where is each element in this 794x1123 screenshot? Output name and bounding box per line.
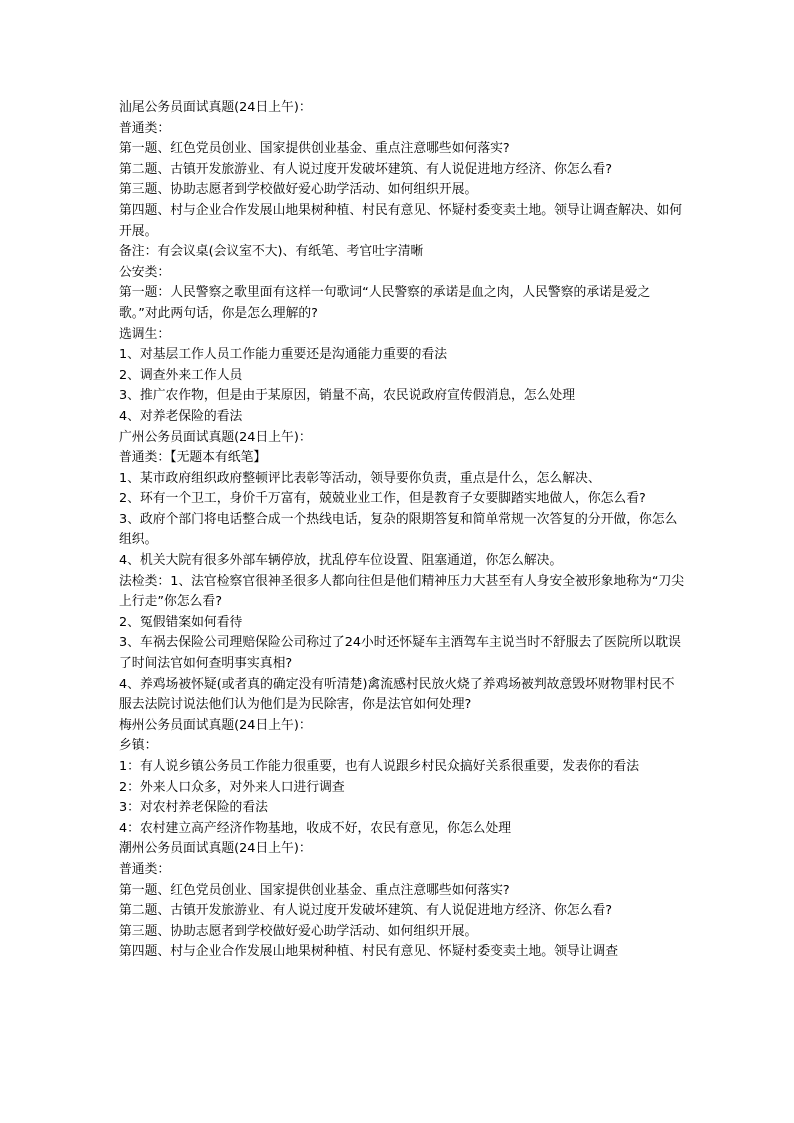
note-line: 备注：有会议桌(会议室不大)、有纸笔、考官吐字清晰 xyxy=(119,244,424,260)
heading-chaozhou: 潮州公务员面试真题(24日上午)： xyxy=(119,841,312,857)
heading-meizhou: 梅州公务员面试真题(24日上午)： xyxy=(119,717,312,733)
question-line: 2、调查外来工作人员 xyxy=(119,367,243,383)
question-line: 第三题、协助志愿者到学校做好爱心助学活动、如何组织开展。 xyxy=(119,923,478,939)
question-line: 第三题、协助志愿者到学校做好爱心助学活动、如何组织开展。 xyxy=(119,182,478,198)
document-body xyxy=(119,98,685,963)
category-label: 普通类： xyxy=(119,120,171,136)
question-line: 2：外来人口众多，对外来人口进行调查 xyxy=(119,779,345,795)
category-label: 选调生： xyxy=(119,326,171,342)
category-label: 普通类：【无题本有纸笔】 xyxy=(119,450,267,466)
question-line: 3、推广农作物，但是由于某原因，销量不高，农民说政府宣传假消息，怎么处理 xyxy=(119,388,576,404)
heading-shanwei: 汕尾公务员面试真题(24日上午)： xyxy=(119,100,312,115)
question-line: 2、环有一个卫工，身价千万富有，兢兢业业工作，但是教育子女要脚踏实地做人，你怎么看? xyxy=(119,491,646,507)
question-line: 第四题、村与企业合作发展山地果树种植、村民有意见、怀疑村委变卖土地。领导让调查解决、如何开展。 xyxy=(119,202,683,239)
question-line: 第四题、村与企业合作发展山地果树种植、村民有意见、怀疑村委变卖土地。领导让调查 xyxy=(119,944,619,960)
question-line: 4、养鸡场被怀疑(或者真的确定没有听清楚)禽流感村民放火烧了养鸡场被判故意毁坏财物罪村民不服去法院讨说法他们认为他们是为民除害，你是法官如何处理? xyxy=(119,676,675,713)
category-label: 乡镇： xyxy=(119,738,158,754)
question-line: 4、机关大院有很多外部车辆停放，扰乱停车位设置、阻塞通道，你怎么解决。 xyxy=(119,553,563,569)
question-line: 1：有人说乡镇公务员工作能力很重要，也有人说跟乡村民众搞好关系很重要，发表你的看法 xyxy=(119,759,640,774)
heading-guangzhou: 广州公务员面试真题(24日上午)： xyxy=(119,429,312,445)
question-line: 第一题：人民警察之歌里面有这样一句歌词“人民警察的承诺是血之肉，人民警察的承诺是爱之歌。”对此两句话，你是怎么理解的? xyxy=(119,285,651,321)
question-line: 法检类：1、法官检察官很神圣很多人都向往但是他们精神压力大甚至有人身安全被形象地称为“刀尖上行走”你怎么看? xyxy=(119,573,685,610)
question-line: 3、政府个部门将电话整合成一个热线电话，复杂的限期答复和简单常规一次答复的分开做，你怎么组织。 xyxy=(119,511,678,548)
question-line: 3、车祸去保险公司理赔保险公司称过了24小时还怀疑车主酒驾车主说当时不舒服去了医院所以耽误了时间法官如何查明事实真相? xyxy=(119,635,681,672)
question-line: 第二题、古镇开发旅游业、有人说过度开发破坏建筑、有人说促进地方经济、你怎么看? xyxy=(119,161,613,177)
category-label: 公安类： xyxy=(119,264,171,280)
question-line: 1、某市政府组织政府整顿评比表彰等活动，领导要你负责，重点是什么，怎么解决、 xyxy=(119,470,601,486)
question-line: 4、对养老保险的看法 xyxy=(119,408,243,424)
question-line: 第二题、古镇开发旅游业、有人说过度开发破坏建筑、有人说促进地方经济、你怎么看? xyxy=(119,903,613,919)
question-line: 第一题、红色党员创业、国家提供创业基金、重点注意哪些如何落实? xyxy=(119,141,510,157)
question-line: 1、对基层工作人员工作能力重要还是沟通能力重要的看法 xyxy=(119,347,448,363)
question-line: 第一题、红色党员创业、国家提供创业基金、重点注意哪些如何落实? xyxy=(119,882,510,898)
question-line: 3：对农村养老保险的看法 xyxy=(119,800,268,816)
question-line: 4：农村建立高产经济作物基地，收成不好，农民有意见，你怎么处理 xyxy=(119,820,512,836)
category-label: 普通类： xyxy=(119,861,171,877)
question-line: 2、冤假错案如何看待 xyxy=(119,614,243,630)
